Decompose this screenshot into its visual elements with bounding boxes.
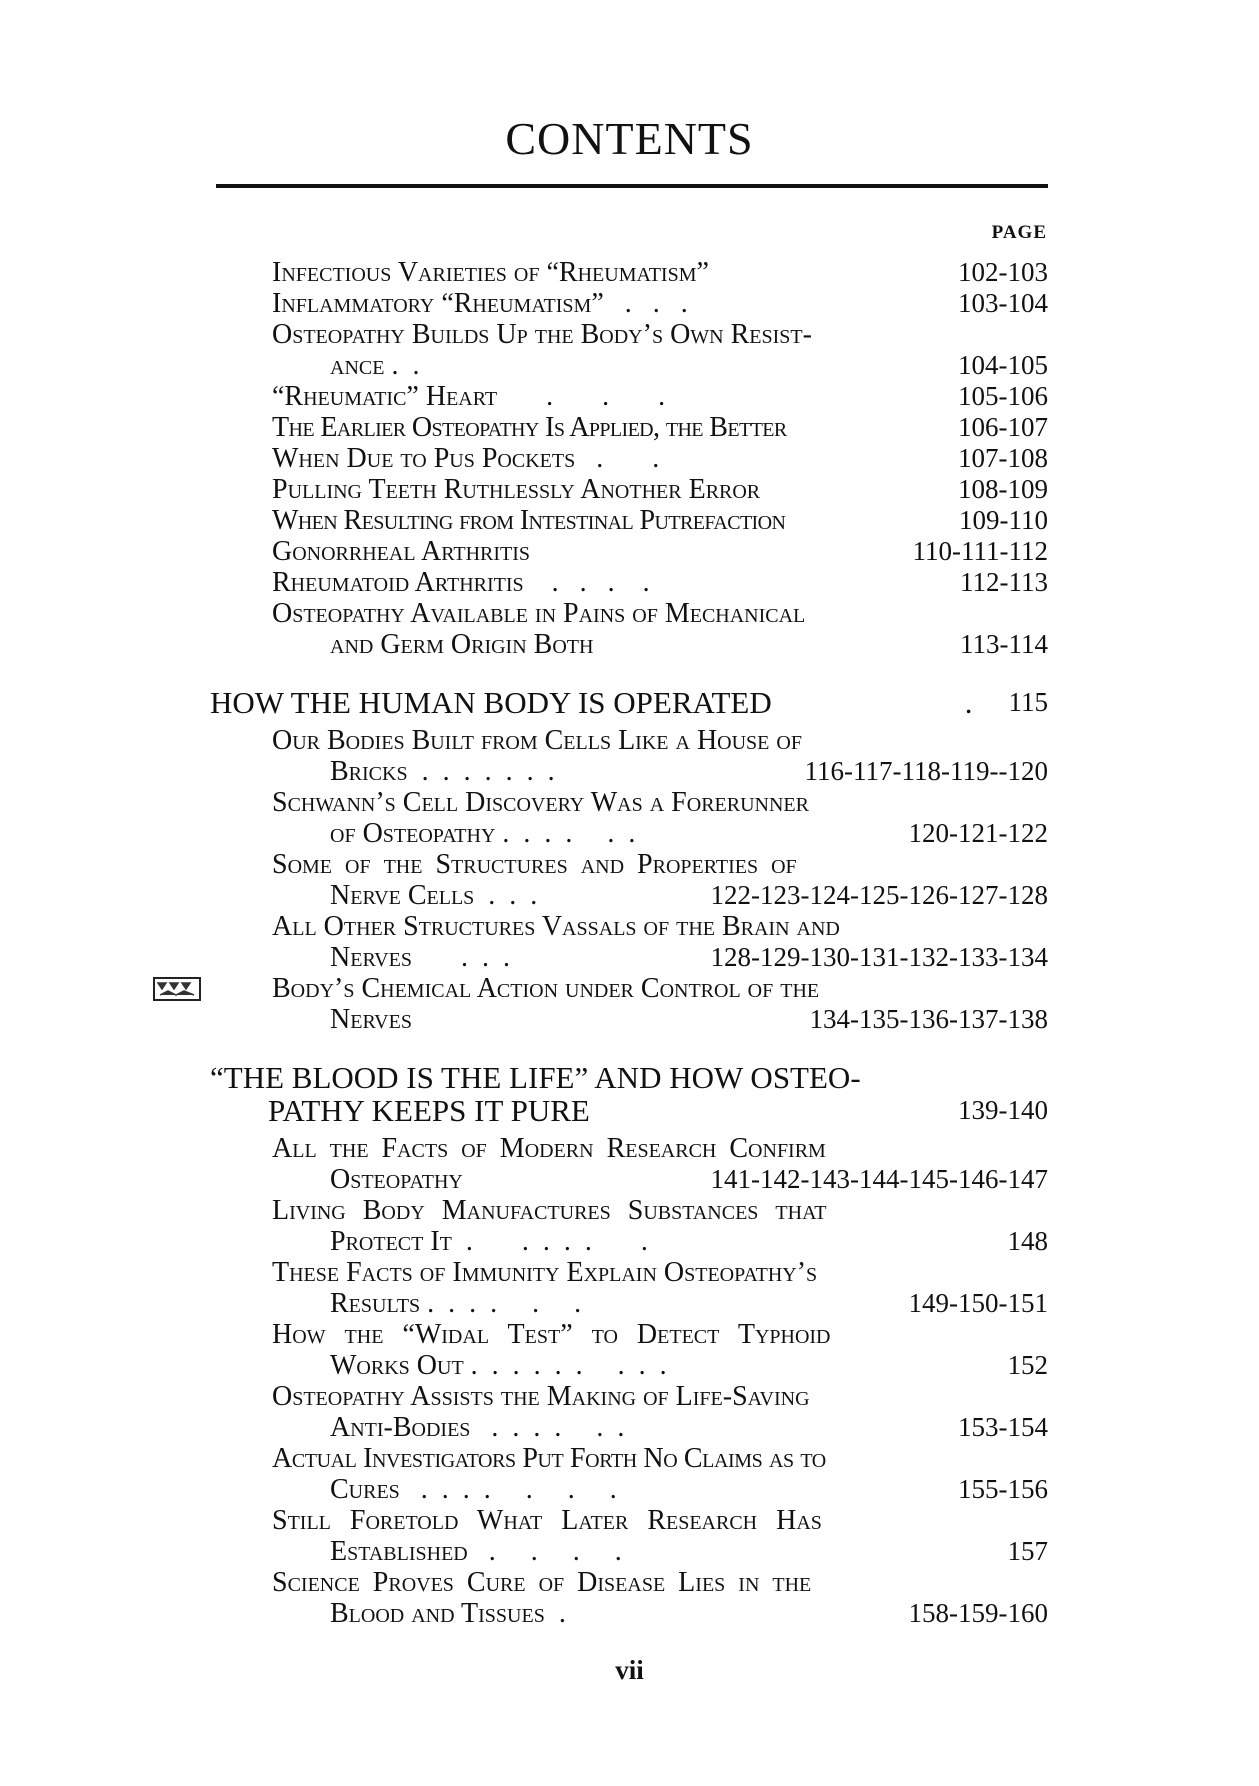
toc-entry-title-cont: of Osteopathy . . . . . . [330,818,636,849]
toc-entry-title-cont: Nerves [330,1004,412,1035]
toc-entry-title: Still Foretold What Later Research Has [272,1505,822,1536]
toc-entry-title: When Due to Pus Pockets . . [272,443,660,474]
toc-entry[interactable] [210,443,1048,474]
toc-entry-title: Some of the Structures and Properties of [272,849,797,880]
toc-entry[interactable] [210,505,1048,536]
toc-entry[interactable] [210,319,1048,381]
toc-entry-title: All Other Structures Vassals of the Brain and [272,911,840,942]
toc-entry-pages: 141-142-143-144-145-146-147 [710,1164,1048,1194]
toc-entry[interactable] [210,257,1048,288]
toc-entry-pages: 108-109 [958,474,1048,504]
toc-entry[interactable] [210,1257,1048,1319]
toc-entry-title: Osteopathy Available in Pains of Mechanical [272,598,806,629]
toc-entry[interactable] [210,598,1048,660]
toc-entry-pages: 103-104 [958,288,1048,318]
part-heading-human-body[interactable] [210,686,1048,719]
toc-entry[interactable] [210,474,1048,505]
toc-entry-title: “Rheumatic” Heart . . . [272,381,666,412]
part-heading-dot: . [964,685,973,720]
toc-entry-title: Body’s Chemical Action under Control of the [272,973,820,1004]
toc-entry-title-cont: Works Out . . . . . . . . . [330,1350,667,1381]
toc-entry-title: Science Proves Cure of Disease Lies in the [272,1567,812,1598]
toc-entry-pages: 102-103 [958,257,1048,287]
toc-entry-title: Living Body Manufactures Substances that [272,1195,827,1226]
page-title: CONTENTS [505,113,754,164]
toc-entry-title-cont: Established . . . . [330,1536,622,1567]
toc-entry-pages: 109-110 [959,505,1048,535]
toc-entry-title-cont: Anti-Bodies . . . . . . [330,1412,625,1443]
toc-entry-pages: 106-107 [958,412,1048,442]
toc-entry-pages: 157 [1007,1536,1048,1566]
toc-entry-pages: 134-135-136-137-138 [809,1004,1048,1034]
toc-entry[interactable] [210,412,1048,443]
toc-entry-title: Osteopathy Assists the Making of Life-Saving [272,1381,810,1412]
toc-entry-pages: 107-108 [958,443,1048,473]
part-heading-blood[interactable] [210,1061,1048,1127]
toc-entry-title: Gonorrheal Arthritis [272,536,531,567]
toc-entry[interactable] [210,973,1048,1035]
toc-entry-title-cont: ance . . [330,350,420,381]
toc-entry-title: Actual Investigators Put Forth No Claims as to [272,1443,826,1474]
toc-entry-title: These Facts of Immunity Explain Osteopathy’s [272,1257,818,1288]
toc-group-human-body [210,725,1048,1035]
toc-entry-pages: 120-121-122 [908,818,1048,848]
toc-group-blood [210,1133,1048,1629]
toc-entry-pages: 104-105 [958,350,1048,380]
toc-entry-title: All the Facts of Modern Research Confirm [272,1133,826,1164]
toc-entry-pages: 158-159-160 [908,1598,1048,1628]
toc-entry-title: Pulling Teeth Ruthlessly Another Error [272,474,761,505]
toc-entry-pages: 128-129-130-131-132-133-134 [710,942,1048,972]
title-rule [216,184,1048,188]
printers-ornament-icon [152,975,202,1003]
toc-entry[interactable] [210,1567,1048,1629]
toc-entry-pages: 105-106 [958,381,1048,411]
table-of-contents [210,257,1048,1629]
toc-entry-title: When Resulting from Intestinal Putrefaction [272,505,786,536]
toc-entry-title: Osteopathy Builds Up the Body’s Own Resist- [272,319,812,350]
toc-entry-title: The Earlier Osteopathy Is Applied, the Better [272,412,787,443]
toc-entry[interactable] [210,1319,1048,1381]
toc-entry-title: Infectious Varieties of “Rheumatism” [272,257,709,288]
toc-entry-pages: 152 [1007,1350,1048,1380]
page-number: vii [615,1655,644,1685]
part-heading-title-cont: PATHY KEEPS IT PURE [268,1093,590,1128]
toc-entry[interactable] [210,1505,1048,1567]
toc-entry[interactable] [210,1133,1048,1195]
toc-entry-title-cont: Nerves . . . [330,942,510,973]
toc-entry-pages: 153-154 [958,1412,1048,1442]
toc-entry-pages: 113-114 [960,629,1048,659]
toc-entry-pages: 110-111-112 [912,536,1048,566]
toc-entry-title: Schwann’s Cell Discovery Was a Forerunner [272,787,809,818]
toc-entry-title-cont: Nerve Cells . . . [330,880,538,911]
toc-entry-pages: 148 [1007,1226,1048,1256]
part-heading-pages: 139-140 [958,1095,1048,1125]
toc-entry[interactable] [210,725,1048,787]
toc-entry-pages: 149-150-151 [908,1288,1048,1318]
toc-entry[interactable] [210,1443,1048,1505]
toc-entry[interactable] [210,288,1048,319]
toc-entry-title-cont: Protect It . . . . . . [330,1226,648,1257]
toc-entry[interactable] [210,536,1048,567]
toc-entry[interactable] [210,381,1048,412]
toc-entry-pages: 116-117-118-119--120 [804,756,1048,786]
toc-entry-pages: 155-156 [958,1474,1048,1504]
page-column-label: PAGE [991,222,1047,243]
toc-entry-title-cont: Blood and Tissues . [330,1598,566,1629]
toc-entry-pages: 112-113 [960,567,1048,597]
toc-group-rheumatism [210,257,1048,660]
part-heading-pages: 115 [1008,687,1048,717]
toc-entry-title-cont: and Germ Origin Both [330,629,594,660]
toc-entry[interactable] [210,1195,1048,1257]
toc-entry[interactable] [210,567,1048,598]
toc-entry[interactable] [210,911,1048,973]
toc-entry-title-cont: Cures . . . . . . . [330,1474,617,1505]
toc-entry-title: Inflammatory “Rheumatism” . . . [272,288,688,319]
toc-entry-title: How the “Widal Test” to Detect Typhoid [272,1319,831,1350]
part-heading-title: “THE BLOOD IS THE LIFE” AND HOW OSTEO- [210,1060,861,1095]
toc-entry-title: Rheumatoid Arthritis . . . . [272,567,650,598]
toc-entry-pages: 122-123-124-125-126-127-128 [710,880,1048,910]
toc-entry-title-cont: Osteopathy [330,1164,463,1195]
toc-entry-title-cont: Results . . . . . . [330,1288,582,1319]
toc-entry-title-cont: Bricks . . . . . . . [330,756,555,787]
toc-entry[interactable] [210,787,1048,849]
toc-entry-title: Our Bodies Built from Cells Like a House of [272,725,802,756]
part-heading-title: HOW THE HUMAN BODY IS OPERATED [210,685,772,720]
toc-entry[interactable] [210,1381,1048,1443]
toc-entry[interactable] [210,849,1048,911]
